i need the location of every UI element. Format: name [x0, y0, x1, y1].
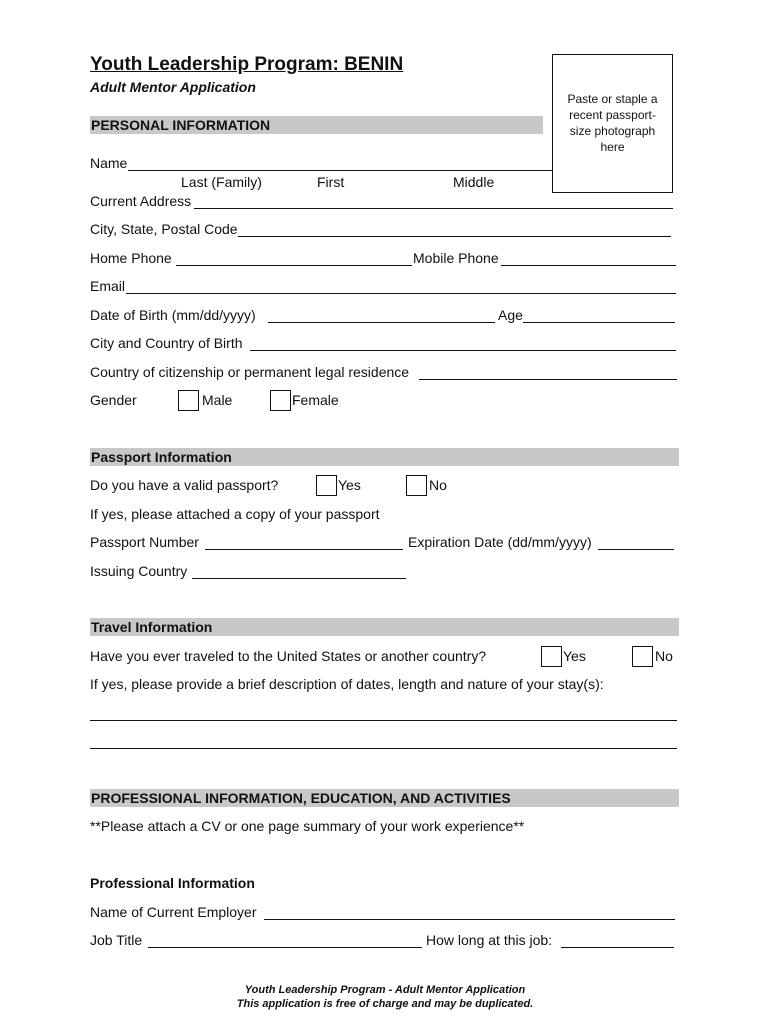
birthplace-label: City and Country of Birth — [90, 335, 243, 351]
photo-instructions: Paste or staple a recent passport-size photograph here — [567, 92, 658, 154]
city-field[interactable] — [238, 236, 671, 237]
gender-male-label: Male — [202, 392, 233, 408]
employer-field[interactable] — [264, 919, 675, 920]
gender-female-checkbox[interactable] — [270, 390, 291, 411]
name-label: Name — [90, 155, 128, 171]
name-sublabel-middle: Middle — [453, 174, 495, 190]
tenure-field[interactable] — [561, 947, 674, 948]
job-title-label: Job Title — [90, 932, 143, 948]
passport-yes-checkbox[interactable] — [316, 475, 337, 496]
passport-question: Do you have a valid passport? — [90, 477, 279, 493]
travel-description-line-1[interactable] — [90, 720, 677, 721]
employer-label: Name of Current Employer — [90, 904, 257, 920]
name-sublabel-last: Last (Family) — [181, 174, 262, 190]
travel-description-line-2[interactable] — [90, 748, 677, 749]
tenure-label: How long at this job: — [426, 932, 553, 948]
passport-note: If yes, please attached a copy of your passport — [90, 506, 380, 522]
email-field[interactable] — [126, 293, 676, 294]
name-field[interactable] — [128, 170, 552, 171]
travel-no-checkbox[interactable] — [632, 646, 653, 667]
passport-yes-label: Yes — [338, 477, 361, 493]
birthplace-field[interactable] — [250, 350, 676, 351]
age-label: Age — [498, 307, 523, 323]
footer-line-2: This application is free of charge and may be duplicated. — [236, 998, 534, 1010]
expiration-date-field[interactable] — [598, 549, 674, 550]
section-header-personal: PERSONAL INFORMATION — [90, 116, 543, 134]
gender-male-checkbox[interactable] — [178, 390, 199, 411]
issuing-country-label: Issuing Country — [90, 563, 188, 579]
travel-no-label: No — [655, 648, 673, 664]
travel-prompt: If yes, please provide a brief description of dates, length and nature of your stay(s): — [90, 676, 604, 692]
address-label: Current Address — [90, 193, 192, 209]
travel-yes-label: Yes — [563, 648, 586, 664]
cv-note: **Please attach a CV or one page summary of your work experience** — [90, 818, 525, 834]
travel-question: Have you ever traveled to the United States or another country? — [90, 648, 487, 664]
name-sublabel-first: First — [317, 174, 345, 190]
expiration-date-label: Expiration Date (dd/mm/yyyy) — [408, 534, 592, 550]
passport-number-field[interactable] — [205, 549, 403, 550]
page-subtitle: Adult Mentor Application — [90, 79, 256, 95]
email-label: Email — [90, 278, 126, 294]
gender-label: Gender — [90, 392, 137, 408]
mobile-phone-field[interactable] — [501, 265, 676, 266]
photo-placeholder-box[interactable] — [552, 54, 673, 193]
gender-female-label: Female — [292, 392, 339, 408]
section-header-professional: PROFESSIONAL INFORMATION, EDUCATION, AND ACTIVITIES — [90, 789, 679, 807]
age-field[interactable] — [523, 322, 675, 323]
professional-subheading: Professional Information — [90, 875, 255, 891]
dob-label: Date of Birth (mm/dd/yyyy) — [90, 307, 256, 323]
home-phone-label: Home Phone — [90, 250, 172, 266]
address-field[interactable] — [194, 208, 673, 209]
passport-number-label: Passport Number — [90, 534, 199, 550]
citizenship-field[interactable] — [419, 379, 677, 380]
mobile-phone-label: Mobile Phone — [413, 250, 499, 266]
section-header-passport: Passport Information — [90, 448, 679, 466]
page-title: Youth Leadership Program: BENIN — [90, 54, 404, 75]
city-label: City, State, Postal Code — [90, 221, 238, 237]
dob-field[interactable] — [268, 322, 495, 323]
citizenship-label: Country of citizenship or permanent legal residence — [90, 364, 410, 380]
footer-line-1: Youth Leadership Program - Adult Mentor Application — [244, 984, 526, 996]
section-header-travel: Travel Information — [90, 618, 679, 636]
travel-yes-checkbox[interactable] — [541, 646, 562, 667]
passport-no-label: No — [429, 477, 447, 493]
job-title-field[interactable] — [148, 947, 422, 948]
issuing-country-field[interactable] — [192, 578, 406, 579]
passport-no-checkbox[interactable] — [406, 475, 427, 496]
home-phone-field[interactable] — [176, 265, 412, 266]
